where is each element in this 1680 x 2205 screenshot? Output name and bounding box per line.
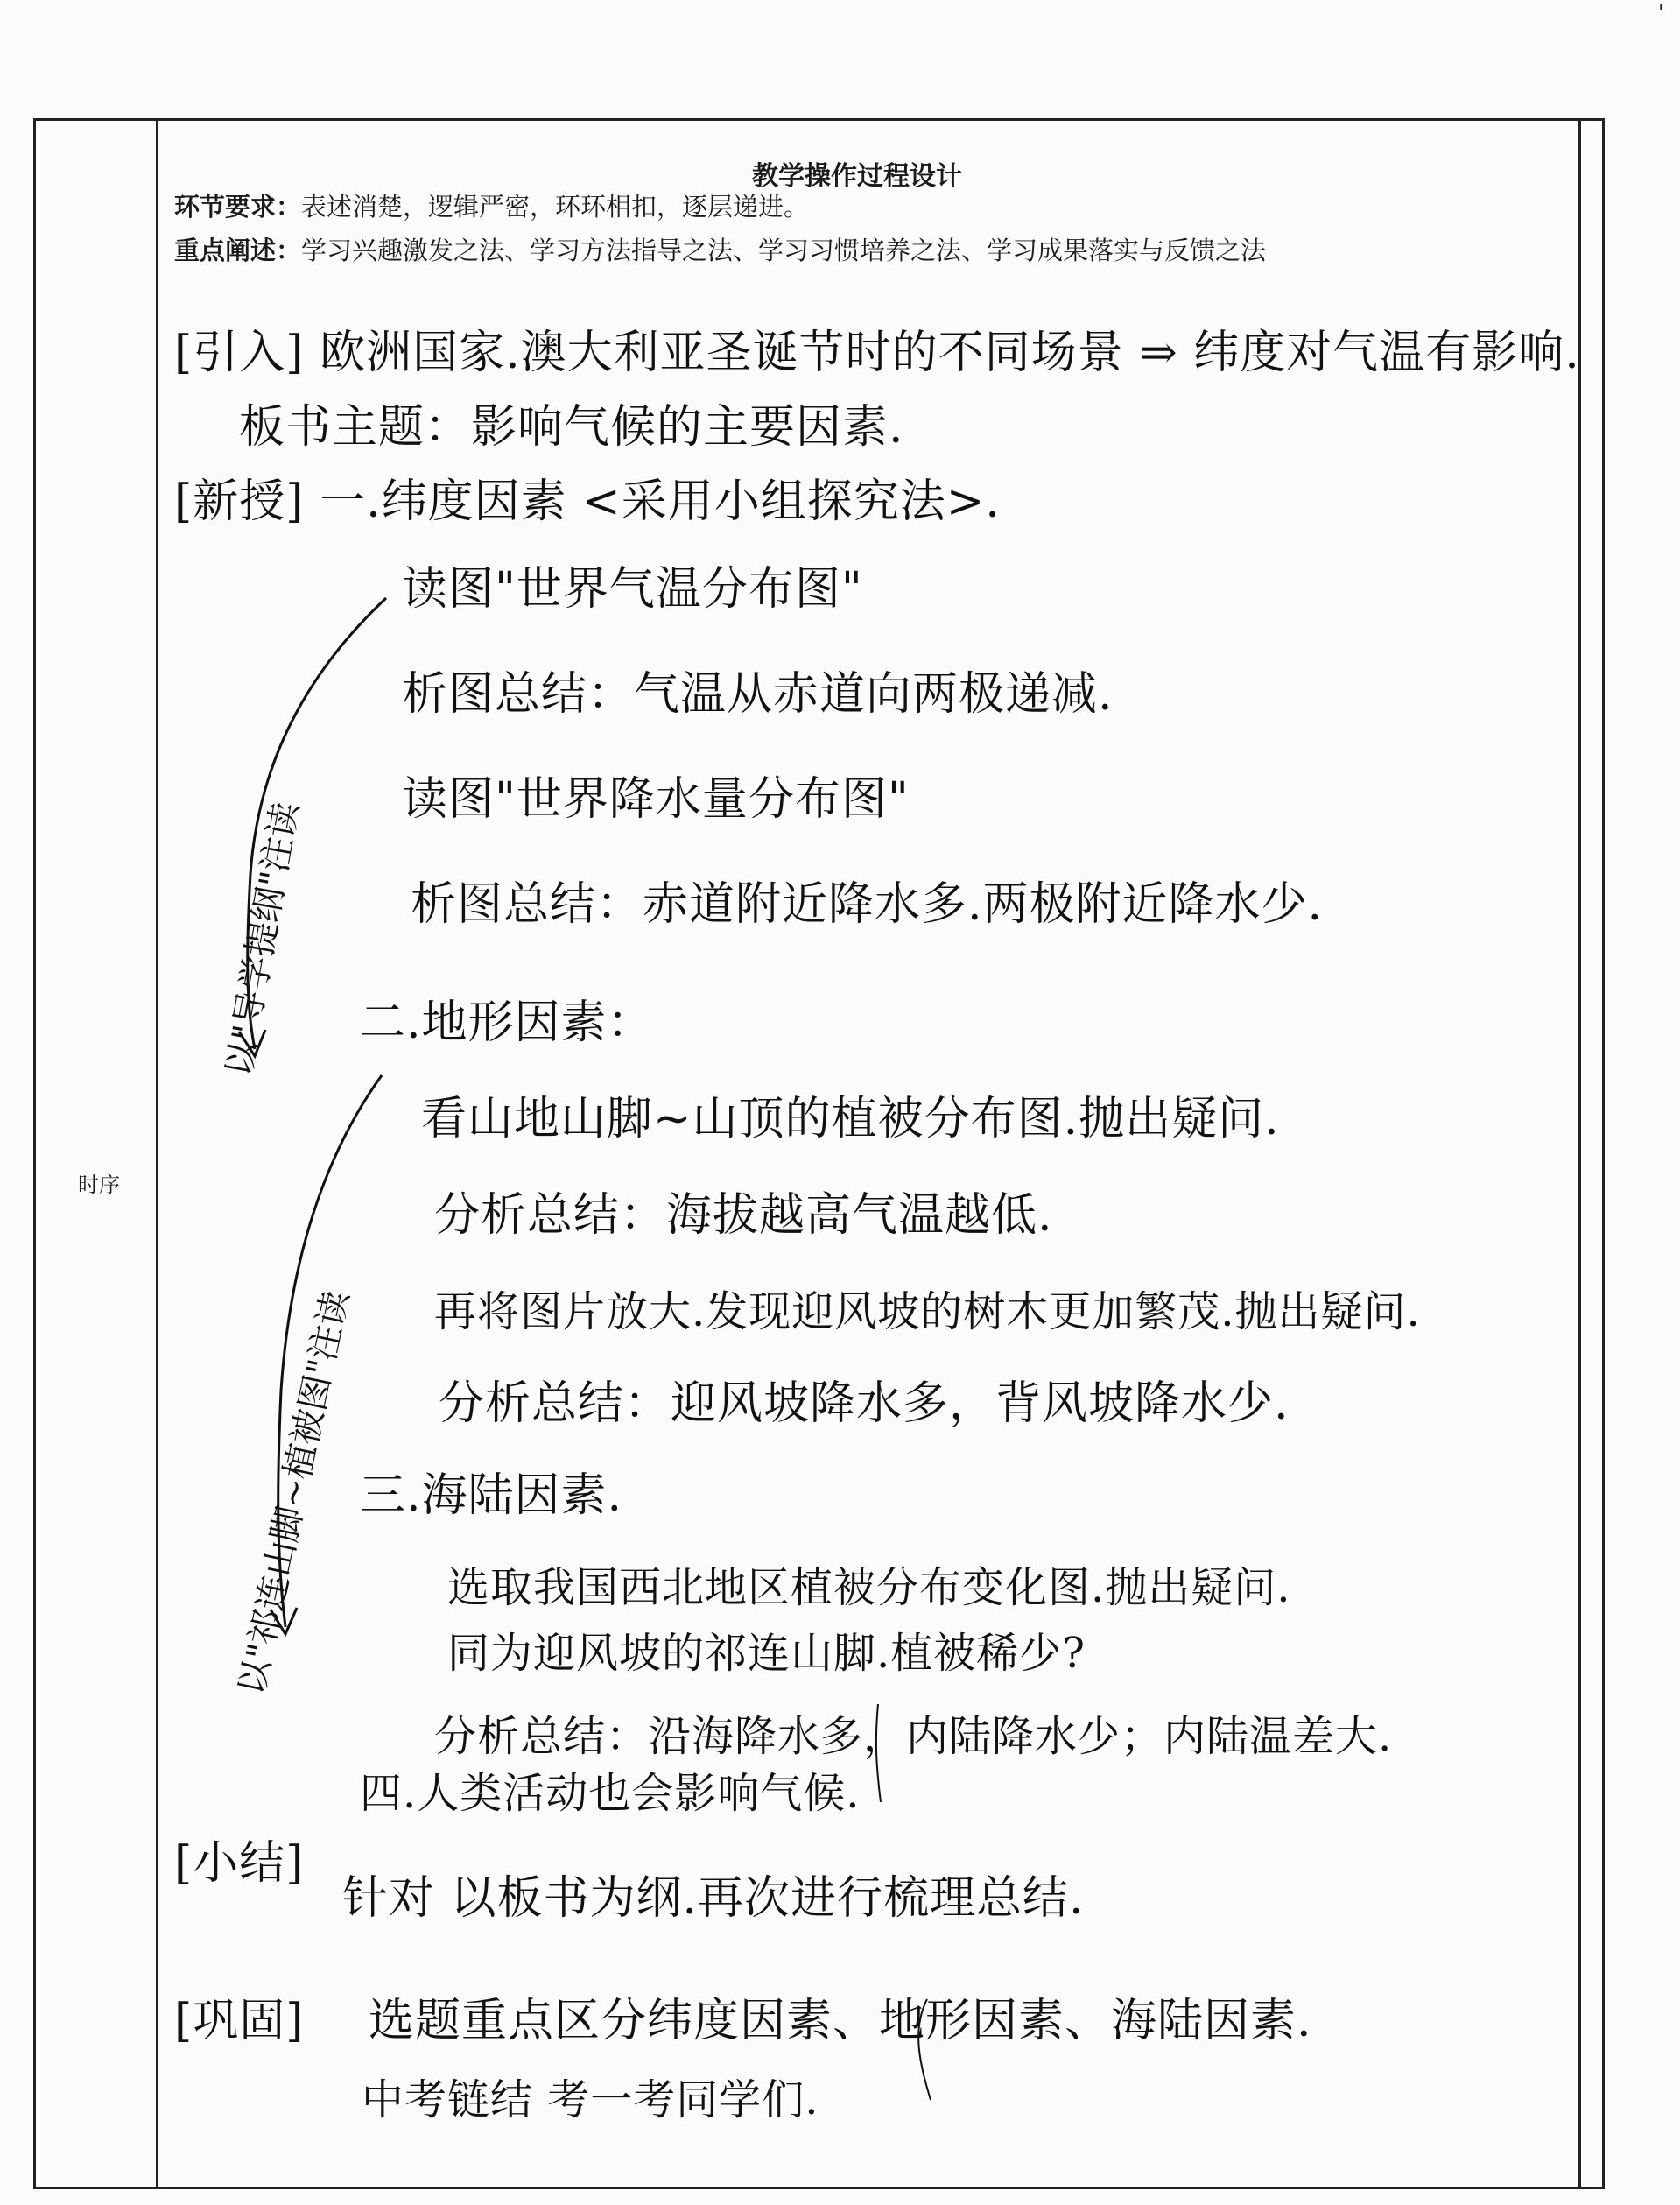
side-note-guide: 以"导学提纲"注读 bbox=[218, 799, 307, 1080]
summary-tag: [小结] bbox=[174, 1837, 305, 1890]
human-activity-line: 四.人类活动也会影响气候. bbox=[360, 1769, 861, 1818]
sea-land-heading: 三.海陆因素. bbox=[360, 1469, 623, 1522]
consolidate-line-2: 中考链结 考一考同学们. bbox=[362, 2075, 819, 2124]
terrain-summary-2: 分析总结：迎风坡降水多，背风坡降水少. bbox=[439, 1377, 1290, 1430]
new-lesson-line: [新授] 一.纬度因素 <采用小组探究法>. bbox=[174, 476, 1001, 528]
requirements-text: 表述消楚，逻辑严密，环环相扣，逐层递进。 bbox=[301, 192, 810, 222]
focus-label: 重点阐述： bbox=[174, 236, 302, 265]
read-map-1: 读图"世界气温分布图" bbox=[402, 563, 863, 616]
sea-land-question-1: 选取我国西北地区植被分布变化图.抛出疑问. bbox=[447, 1563, 1291, 1612]
terrain-question: 看山地山脚~山顶的植被分布图.抛出疑问. bbox=[421, 1093, 1280, 1145]
summary-2: 析图总结：赤道附近降水多.两极附近降水少. bbox=[411, 878, 1324, 931]
page-title: 教学操作过程设计 bbox=[752, 161, 962, 192]
summary-text: 针对 以板书为纲.再次进行梳理总结. bbox=[342, 1872, 1085, 1925]
requirements-label: 环节要求： bbox=[174, 192, 302, 222]
page-mark: ' bbox=[1657, 0, 1664, 26]
terrain-summary-1: 分析总结：海拔越高气温越低. bbox=[434, 1189, 1053, 1242]
requirements-line bbox=[174, 191, 809, 222]
left-column-divider bbox=[156, 121, 158, 2187]
terrain-heading: 二.地形因素： bbox=[360, 997, 654, 1049]
consolidate-line-1: 选题重点区分纬度因素、地形因素、海陆因素. bbox=[369, 1995, 1312, 2047]
summary-1: 析图总结：气温从赤道向两极递减. bbox=[402, 668, 1114, 721]
focus-text: 学习兴趣激发之法、学习方法指导之法、学习习惯培养之法、学习成果落实与反馈之法 bbox=[301, 236, 1267, 265]
consolidate-tag: [巩固] bbox=[174, 1995, 305, 2047]
time-sequence-label: 时序 bbox=[78, 1173, 120, 1197]
focus-line bbox=[174, 235, 1266, 266]
board-topic-line: 板书主题：影响气候的主要因素. bbox=[239, 401, 904, 454]
read-map-2: 读图"世界降水量分布图" bbox=[402, 773, 910, 826]
sea-land-summary: 分析总结：沿海降水多，内陆降水少；内陆温差大. bbox=[434, 1712, 1393, 1761]
right-margin-divider bbox=[1578, 121, 1581, 2187]
lesson-plan-sheet bbox=[33, 118, 1605, 2189]
side-note-qilian: 以"祁连山脚~植被图"注读 bbox=[231, 1286, 357, 1699]
terrain-question-2: 再将图片放大.发现迎风坡的树木更加繁茂.抛出疑问. bbox=[434, 1287, 1421, 1336]
sea-land-question-2: 同为迎风坡的祁连山脚.植被稀少? bbox=[447, 1629, 1086, 1678]
intro-line: [引入] 欧洲国家.澳大利亚圣诞节时的不同场景 ⇒ 纬度对气温有影响. bbox=[174, 327, 1580, 379]
